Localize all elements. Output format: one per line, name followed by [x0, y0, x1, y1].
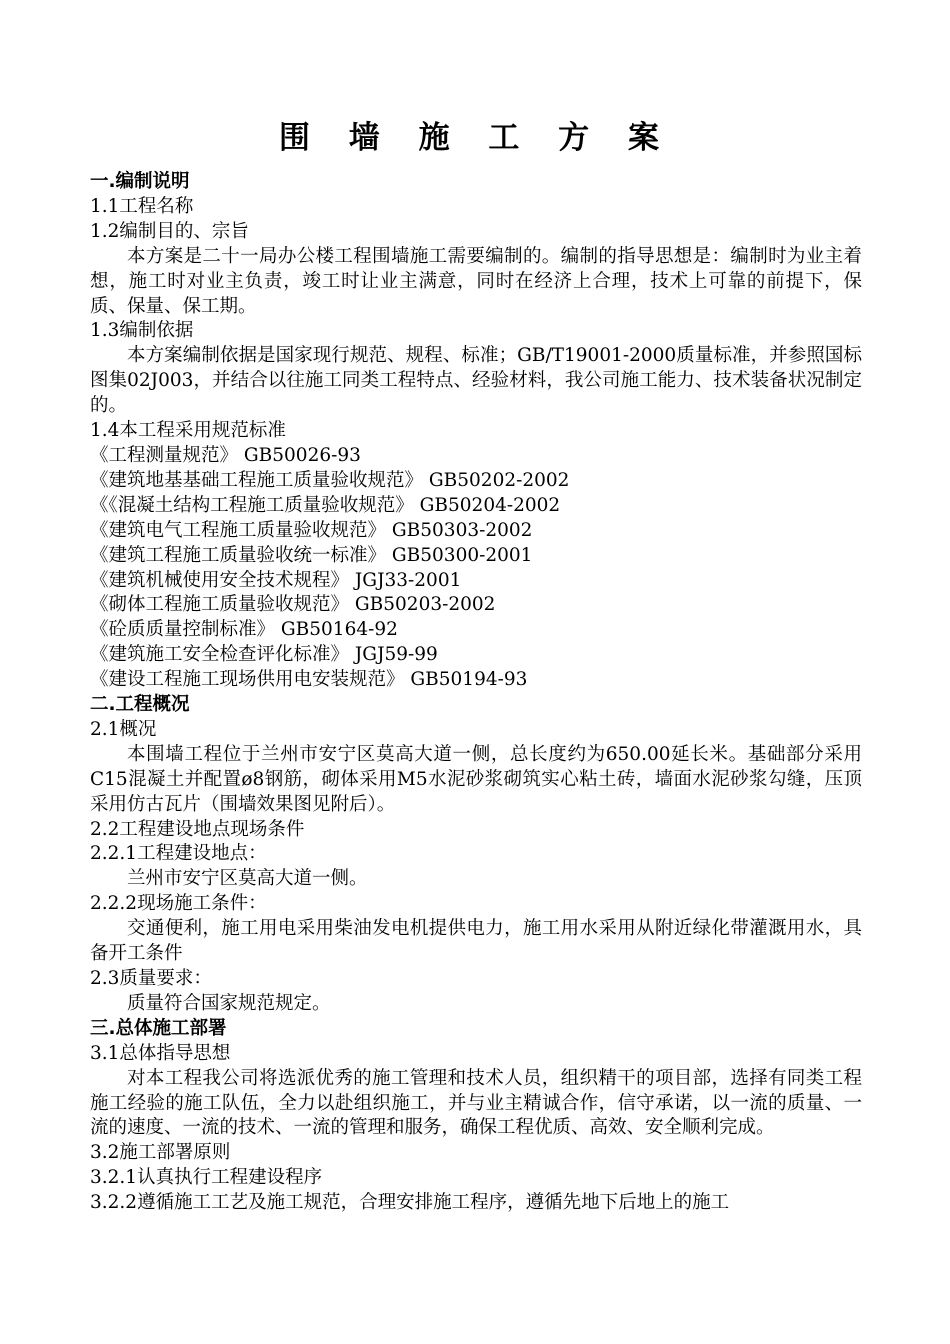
text-line: 《砌体工程施工质量验收规范》 GB50203-2002 [90, 594, 496, 616]
indented-line: 兰州市安宁区莫高大道一侧。 [127, 868, 368, 890]
text-line: 3.1总体指导思想 [90, 1042, 231, 1064]
text-line: 1.4本工程采用规范标准 [90, 420, 286, 442]
document-title: 围 墙 施 工 方 案 [279, 120, 673, 156]
text-line: 《建筑施工安全检查评化标准》 JGJ59-99 [90, 644, 438, 666]
text-line: 《建筑机械使用安全技术规程》 JGJ33-2001 [90, 569, 462, 591]
text-line: 2.3质量要求： [90, 968, 212, 989]
section-heading: 三.总体施工部署 [90, 1017, 227, 1039]
text-line: 《建设工程施工现场供用电安装规范》 GB50194-93 [90, 669, 528, 691]
document-body [90, 170, 862, 1216]
text-line: 1.3编制依据 [90, 320, 194, 342]
indented-line: 质量符合国家规范规定。 [127, 992, 331, 1014]
paragraph: 本围墙工程位于兰州市安宁区莫高大道一侧，总长度约为650.00延长米。基础部分采用C15混凝土并配置ø8钢筋，砌体采用M5水泥砂浆砌筑实心粘土砖，墙面水泥砂浆勾缝，压顶采用仿古瓦片（围墙效果图见附后）。 [90, 743, 862, 815]
paragraph: 本方案编制依据是国家现行规范、规程、标准；GB/T19001-2000质量标准，并参照国标图集02J003，并结合以往施工同类工程特点、经验材料，我公司施工能力、技术装备状况制定的。 [90, 345, 862, 417]
paragraph: 本方案是二十一局办公楼工程围墙施工需要编制的。编制的指导思想是：编制时为业主着想，施工时对业主负责，竣工时让业主满意，同时在经济上合理，技术上可靠的前提下，保质、保量、保工期。 [90, 245, 862, 317]
text-line: 《《混凝土结构工程施工质量验收规范》 GB50204-2002 [90, 494, 561, 516]
text-line: 《建筑地基基础工程施工质量验收规范》 GB50202-2002 [90, 469, 570, 491]
paragraph: 交通便利，施工用电采用柴油发电机提供电力，施工用水采用从附近绿化带灌溉用水，具备开工条件 [90, 918, 862, 965]
text-line: 1.2编制目的、宗旨 [90, 220, 249, 242]
text-line: 3.2.2遵循施工工艺及施工规范，合理安排施工程序，遵循先地下后地上的施工 [90, 1192, 730, 1214]
text-line: 1.1工程名称 [90, 195, 194, 217]
text-line: 2.2工程建设地点现场条件 [90, 818, 305, 840]
document-page [90, 118, 862, 1216]
text-line: 《建筑工程施工质量验收统一标准》 GB50300-2001 [90, 544, 533, 566]
text-line: 《砼质质量控制标准》 GB50164-92 [90, 619, 398, 641]
text-line: 2.2.1工程建设地点： [90, 843, 267, 865]
text-line: 2.1概况 [90, 718, 157, 740]
section-heading: 一.编制说明 [90, 171, 190, 192]
text-line: 《工程测量规范》 GB50026-93 [90, 444, 361, 466]
text-line: 3.2施工部署原则 [90, 1142, 231, 1164]
text-line: 2.2.2现场施工条件： [90, 893, 267, 915]
section-heading: 二.工程概况 [90, 694, 190, 716]
paragraph: 对本工程我公司将选派优秀的施工管理和技术人员，组织精干的项目部，选择有同类工程施工经验的施工队伍，全力以赴组织施工，并与业主精诚合作，信守承诺，以一流的质量、一流的速度、一流的技术、一流的管理和服务，确保工程优质、高效、安全顺利完成。 [90, 1067, 862, 1139]
text-line: 3.2.1认真执行工程建设程序 [90, 1167, 323, 1189]
text-line: 《建筑电气工程施工质量验收规范》 GB50303-2002 [90, 519, 533, 541]
